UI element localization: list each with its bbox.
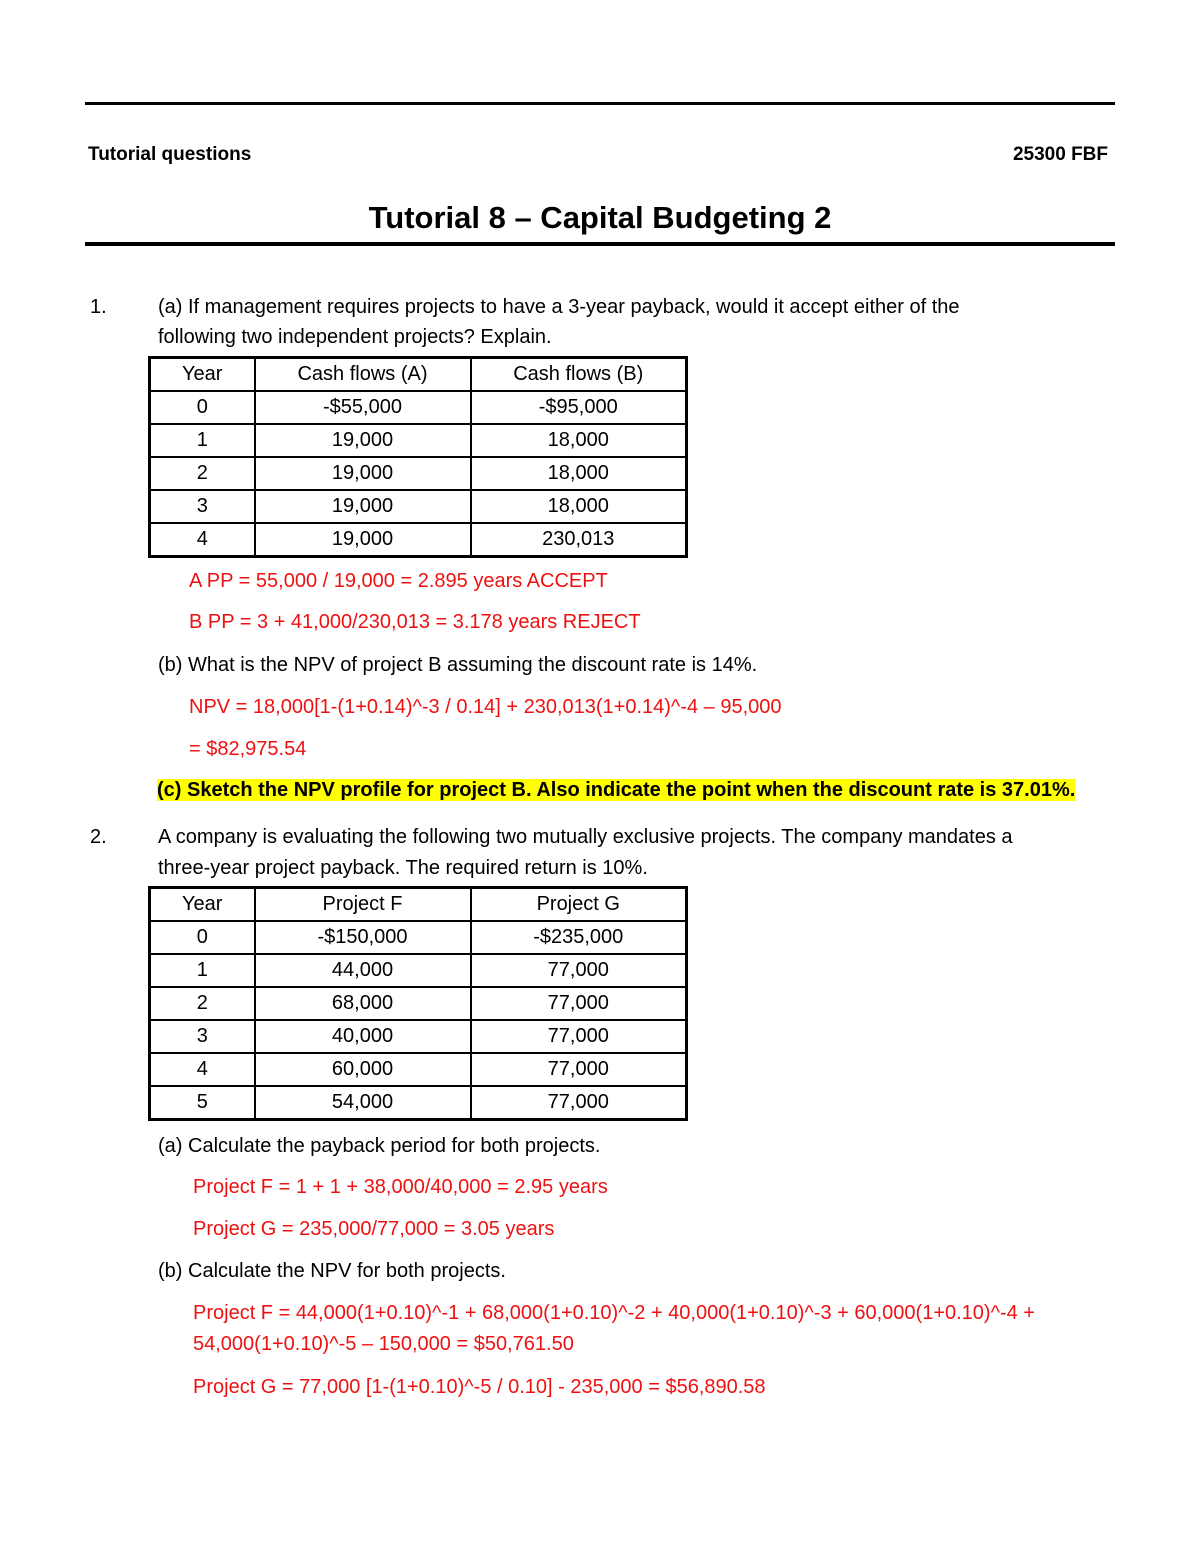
table-cell: 3 bbox=[150, 490, 255, 523]
table-header-row bbox=[150, 358, 687, 392]
column-header: Project F bbox=[255, 888, 471, 922]
table-cell: 18,000 bbox=[471, 457, 687, 490]
table-cell: 0 bbox=[150, 921, 255, 954]
q2-answer-a-project-f: Project F = 1 + 1 + 38,000/40,000 = 2.95 years bbox=[193, 1176, 608, 1198]
q1-prompt-a-line1: (a) If management requires projects to have a 3-year payback, would it accept either of the bbox=[158, 296, 960, 318]
table-cell: 1 bbox=[150, 954, 255, 987]
column-header: Project G bbox=[471, 888, 687, 922]
table-cell: 19,000 bbox=[255, 523, 471, 557]
table-cell: 54,000 bbox=[255, 1086, 471, 1120]
table-cell: 77,000 bbox=[471, 954, 687, 987]
q2-answer-a-project-g: Project G = 235,000/77,000 = 3.05 years bbox=[193, 1218, 555, 1240]
header-left: Tutorial questions bbox=[88, 144, 252, 165]
table-cell: 19,000 bbox=[255, 490, 471, 523]
table-cell: -$235,000 bbox=[471, 921, 687, 954]
table-row bbox=[150, 921, 687, 954]
table-cell: 18,000 bbox=[471, 490, 687, 523]
table-cell: 77,000 bbox=[471, 1086, 687, 1120]
table-cell: -$150,000 bbox=[255, 921, 471, 954]
table-cell: 77,000 bbox=[471, 1020, 687, 1053]
q1-prompt-c-highlighted: (c) Sketch the NPV profile for project B. Also indicate the point when the discount rate is 37.01%. bbox=[157, 779, 1076, 801]
table-row bbox=[150, 523, 687, 557]
table-row bbox=[150, 1020, 687, 1053]
table-row bbox=[150, 1086, 687, 1120]
table-cell: 77,000 bbox=[471, 987, 687, 1020]
table-cell: -$55,000 bbox=[255, 391, 471, 424]
table-row bbox=[150, 424, 687, 457]
q2-prompt-line1: A company is evaluating the following two mutually exclusive projects. The company mandates a bbox=[158, 826, 1013, 848]
q1-cashflow-table bbox=[148, 356, 688, 558]
table-cell: 68,000 bbox=[255, 987, 471, 1020]
table-row bbox=[150, 490, 687, 523]
table-row bbox=[150, 954, 687, 987]
table-cell: 19,000 bbox=[255, 457, 471, 490]
q1-prompt-b: (b) What is the NPV of project B assuming the discount rate is 14%. bbox=[158, 654, 758, 676]
column-header: Year bbox=[150, 358, 255, 392]
q1-prompt-a-line2: following two independent projects? Explain. bbox=[158, 326, 552, 348]
q2-prompt-a: (a) Calculate the payback period for both projects. bbox=[158, 1135, 601, 1157]
table-cell: 3 bbox=[150, 1020, 255, 1053]
table-row bbox=[150, 987, 687, 1020]
top-rule bbox=[85, 102, 1115, 105]
table-cell: 0 bbox=[150, 391, 255, 424]
q1-answer-b-formula: NPV = 18,000[1-(1+0.14)^-3 / 0.14] + 230,013(1+0.14)^-4 – 95,000 bbox=[189, 696, 782, 718]
table-cell: 1 bbox=[150, 424, 255, 457]
table-cell: 44,000 bbox=[255, 954, 471, 987]
table-cell: 4 bbox=[150, 1053, 255, 1086]
table-header-row bbox=[150, 888, 687, 922]
table-cell: 2 bbox=[150, 457, 255, 490]
table-cell: 4 bbox=[150, 523, 255, 557]
table-cell: -$95,000 bbox=[471, 391, 687, 424]
header-right: 25300 FBF bbox=[1012, 144, 1108, 165]
q2-prompt-b: (b) Calculate the NPV for both projects. bbox=[158, 1260, 506, 1282]
q2-projects-table bbox=[148, 886, 688, 1121]
column-header: Cash flows (B) bbox=[471, 358, 687, 392]
table-cell: 40,000 bbox=[255, 1020, 471, 1053]
q2-answer-b-project-g: Project G = 77,000 [1-(1+0.10)^-5 / 0.10] - 235,000 = $56,890.58 bbox=[193, 1376, 766, 1398]
q2-prompt-line2: three-year project payback. The required return is 10%. bbox=[158, 857, 648, 879]
column-header: Cash flows (A) bbox=[255, 358, 471, 392]
page-title: Tutorial 8 – Capital Budgeting 2 bbox=[368, 200, 832, 235]
question-2-number: 2. bbox=[90, 826, 107, 848]
table-row bbox=[150, 1053, 687, 1086]
q1-answer-a-project-a: A PP = 55,000 / 19,000 = 2.895 years ACCEPT bbox=[189, 570, 608, 592]
title-rule bbox=[85, 242, 1115, 246]
q2-answer-b-project-f-line1: Project F = 44,000(1+0.10)^-1 + 68,000(1+0.10)^-2 + 40,000(1+0.10)^-3 + 60,000(1+0.10)^-4 + bbox=[193, 1302, 1035, 1324]
table-cell: 18,000 bbox=[471, 424, 687, 457]
q1-answer-b-result: = $82,975.54 bbox=[189, 738, 307, 760]
table-cell: 2 bbox=[150, 987, 255, 1020]
q1-answer-a-project-b: B PP = 3 + 41,000/230,013 = 3.178 years REJECT bbox=[189, 611, 641, 633]
column-header: Year bbox=[150, 888, 255, 922]
table-cell: 77,000 bbox=[471, 1053, 687, 1086]
table-cell: 230,013 bbox=[471, 523, 687, 557]
table-cell: 19,000 bbox=[255, 424, 471, 457]
question-1-number: 1. bbox=[90, 296, 107, 318]
q2-answer-b-project-f-line2: 54,000(1+0.10)^-5 – 150,000 = $50,761.50 bbox=[193, 1333, 574, 1355]
table-cell: 5 bbox=[150, 1086, 255, 1120]
table-cell: 60,000 bbox=[255, 1053, 471, 1086]
table-row bbox=[150, 457, 687, 490]
table-row bbox=[150, 391, 687, 424]
